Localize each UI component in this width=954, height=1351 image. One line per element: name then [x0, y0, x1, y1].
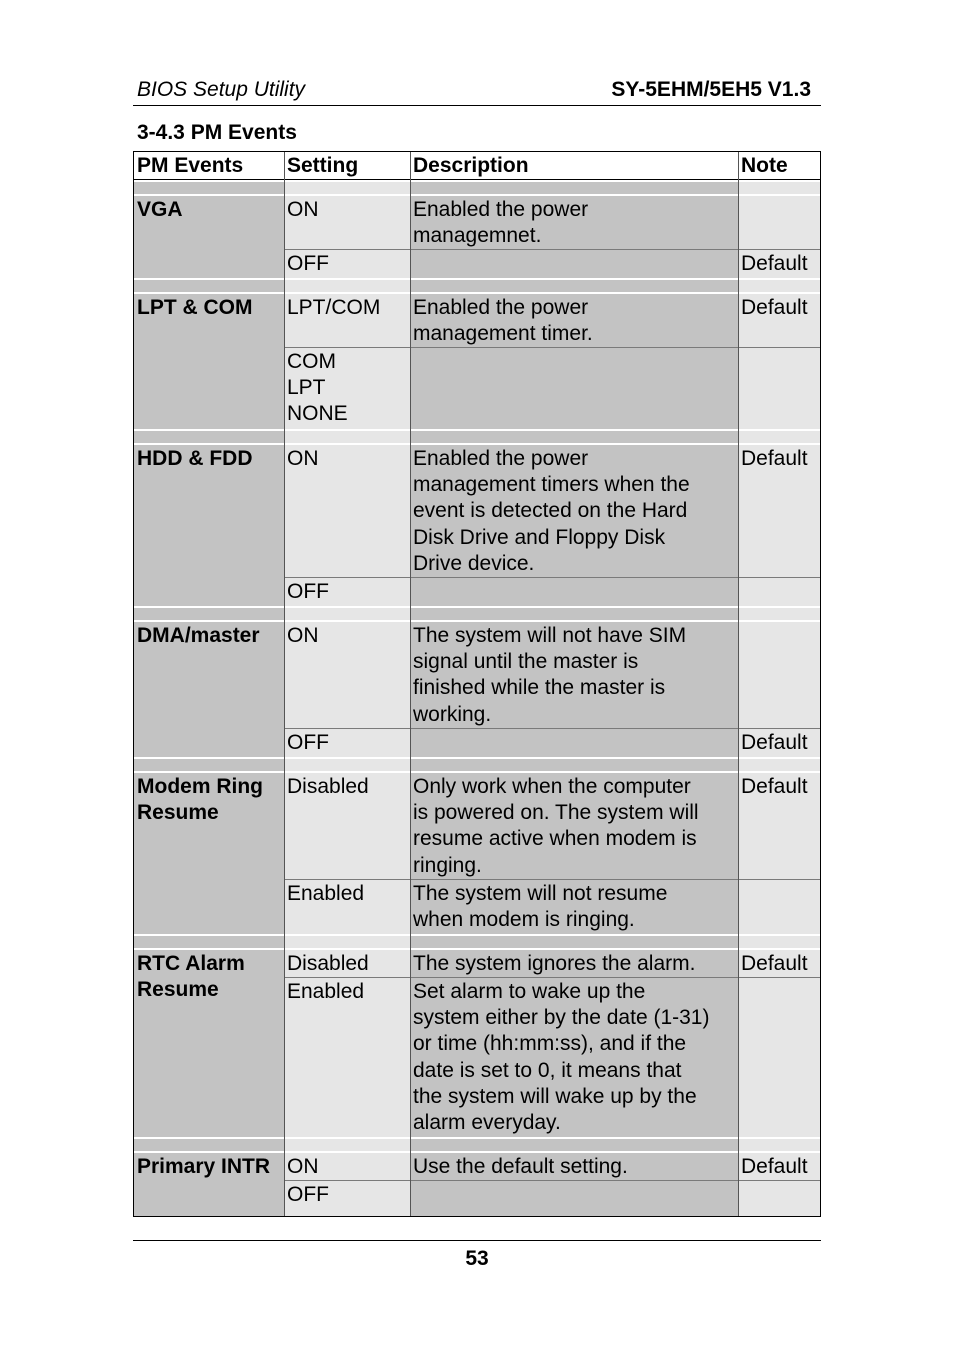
- spacer-cell: [134, 757, 284, 773]
- note-cell: Default: [738, 445, 821, 578]
- description-cell-line: The system will not have SIM: [413, 624, 687, 647]
- description-cell-line: The system will not resume: [413, 882, 668, 905]
- description-cell-line: The system ignores the alarm.: [413, 952, 696, 975]
- setting-cell-line: OFF: [287, 1183, 329, 1206]
- setting-cell-line: ON: [287, 198, 319, 221]
- setting-cell-line: OFF: [287, 580, 329, 603]
- setting-cell: [284, 348, 410, 429]
- spacer-cell: [134, 1137, 284, 1153]
- footer-rule: [133, 1240, 821, 1241]
- spacer-cell: [134, 180, 284, 196]
- description-cell: [410, 880, 738, 934]
- description-cell: [410, 773, 738, 880]
- spacer-cell: [738, 934, 821, 950]
- event-cell: [134, 773, 284, 934]
- description-cell-line: signal until the master is: [413, 650, 639, 674]
- description-cell-line: system either by the date (1-31): [413, 1006, 710, 1030]
- spacer-cell: [284, 606, 410, 622]
- description-cell: [410, 622, 738, 729]
- running-header-title: BIOS Setup Utility: [137, 78, 306, 101]
- setting-cell-line: Enabled: [287, 882, 365, 905]
- setting-cell: [284, 950, 410, 978]
- description-cell-line: date is set to 0, it means that: [413, 1058, 682, 1082]
- column-header: Description: [410, 152, 738, 180]
- spacer-cell: [284, 180, 410, 196]
- description-cell: [410, 1181, 738, 1209]
- setting-cell: [284, 445, 410, 578]
- event-cell: [134, 445, 284, 606]
- spacer-cell: [410, 757, 738, 773]
- setting-cell-line: Disabled: [287, 952, 369, 975]
- note-cell: [738, 1181, 821, 1209]
- note-cell: Default: [738, 729, 821, 757]
- column-header: Note: [738, 152, 821, 180]
- description-cell-line: Use the default setting.: [413, 1155, 628, 1178]
- setting-cell: [284, 1181, 410, 1209]
- description-cell: [410, 445, 738, 578]
- event-cell-line: Resume: [137, 801, 219, 825]
- note-cell: [738, 196, 821, 250]
- spacer-cell: [738, 180, 821, 196]
- filler-cell: [738, 1209, 821, 1216]
- event-cell: [134, 294, 284, 429]
- event-cell-line: HDD & FDD: [137, 447, 253, 470]
- event-cell-line: RTC Alarm: [137, 952, 245, 975]
- event-cell-line: Modem Ring: [137, 775, 263, 798]
- description-cell-line: event is detected on the Hard: [413, 499, 688, 523]
- spacer-cell: [410, 1137, 738, 1153]
- event-cell: [134, 622, 284, 757]
- note-cell: [738, 578, 821, 606]
- filler-cell: [284, 1209, 410, 1216]
- setting-cell: [284, 196, 410, 250]
- setting-cell-line: Disabled: [287, 775, 369, 798]
- spacer-cell: [410, 606, 738, 622]
- spacer-cell: [134, 278, 284, 294]
- description-cell-line: Only work when the computer: [413, 775, 691, 798]
- column-header: Setting: [284, 152, 410, 180]
- setting-cell-line: Enabled: [287, 980, 365, 1003]
- description-cell-line: finished while the master is: [413, 676, 666, 700]
- spacer-cell: [738, 1137, 821, 1153]
- description-cell-line: when modem is ringing.: [413, 908, 635, 932]
- description-cell-line: resume active when modem is: [413, 827, 697, 851]
- event-cell-line: DMA/master: [137, 624, 260, 647]
- setting-cell-line: LPT: [287, 376, 326, 400]
- event-cell-line: VGA: [137, 198, 183, 221]
- setting-cell: [284, 880, 410, 934]
- spacer-cell: [738, 757, 821, 773]
- spacer-cell: [284, 429, 410, 445]
- description-cell-line: Set alarm to wake up the: [413, 980, 646, 1003]
- description-cell: [410, 294, 738, 348]
- column-header: PM Events: [134, 152, 284, 180]
- description-cell: [410, 250, 738, 278]
- column-rule: [738, 152, 739, 1217]
- setting-cell-line: ON: [287, 624, 319, 647]
- description-cell-line: Enabled the power: [413, 447, 589, 470]
- spacer-cell: [738, 429, 821, 445]
- spacer-cell: [410, 429, 738, 445]
- description-cell: [410, 978, 738, 1137]
- event-cell-line: LPT & COM: [137, 296, 253, 319]
- description-cell: [410, 578, 738, 606]
- column-rule: [410, 152, 411, 1217]
- setting-cell: [284, 250, 410, 278]
- note-cell: [738, 978, 821, 1137]
- description-cell-line: alarm everyday.: [413, 1111, 561, 1135]
- setting-cell-line: OFF: [287, 252, 329, 275]
- setting-cell: [284, 1153, 410, 1181]
- description-cell-line: or time (hh:mm:ss), and if the: [413, 1032, 687, 1056]
- filler-cell: [410, 1209, 738, 1216]
- description-cell-line: the system will wake up by the: [413, 1084, 697, 1108]
- spacer-cell: [738, 278, 821, 294]
- description-cell-line: Drive device.: [413, 551, 535, 575]
- filler-cell: [134, 1209, 284, 1216]
- spacer-cell: [410, 278, 738, 294]
- description-cell-line: working.: [413, 702, 492, 726]
- setting-cell: [284, 294, 410, 348]
- description-cell-line: management timers when the: [413, 473, 690, 497]
- spacer-cell: [284, 934, 410, 950]
- description-cell-line: Disk Drive and Floppy Disk: [413, 525, 666, 549]
- note-cell: Default: [738, 250, 821, 278]
- event-cell: [134, 1153, 284, 1209]
- description-cell-line: ringing.: [413, 853, 482, 877]
- description-cell-line: management timer.: [413, 322, 593, 346]
- event-cell: [134, 196, 284, 278]
- description-cell: [410, 950, 738, 978]
- spacer-cell: [410, 180, 738, 196]
- pm-events-table: [133, 151, 821, 1217]
- section-title: 3-4.3 PM Events: [137, 121, 297, 144]
- setting-cell-line: COM: [287, 350, 336, 373]
- setting-cell: [284, 773, 410, 880]
- setting-cell-line: ON: [287, 1155, 319, 1178]
- event-cell-line: Primary INTR: [137, 1155, 271, 1178]
- note-cell: [738, 880, 821, 934]
- spacer-cell: [134, 606, 284, 622]
- note-cell: Default: [738, 950, 821, 978]
- description-cell: [410, 196, 738, 250]
- description-cell-line: Enabled the power: [413, 198, 589, 221]
- setting-cell-line: NONE: [287, 402, 348, 426]
- header-rule: [133, 105, 821, 106]
- setting-cell: [284, 578, 410, 606]
- setting-cell: [284, 622, 410, 729]
- description-cell-line: managemnet.: [413, 224, 542, 248]
- event-cell-line: Resume: [137, 978, 219, 1002]
- description-cell-line: is powered on. The system will: [413, 801, 699, 825]
- description-cell: [410, 348, 738, 429]
- description-cell: [410, 729, 738, 757]
- spacer-cell: [284, 278, 410, 294]
- setting-cell-line: ON: [287, 447, 319, 470]
- spacer-cell: [410, 934, 738, 950]
- page-number: 53: [465, 1247, 489, 1270]
- spacer-cell: [284, 1137, 410, 1153]
- column-rule: [284, 152, 285, 1217]
- spacer-cell: [738, 606, 821, 622]
- setting-cell: [284, 978, 410, 1137]
- spacer-cell: [134, 429, 284, 445]
- setting-cell: [284, 729, 410, 757]
- spacer-cell: [134, 934, 284, 950]
- description-cell: [410, 1153, 738, 1181]
- setting-cell-line: LPT/COM: [287, 296, 381, 319]
- event-cell: [134, 950, 284, 1137]
- note-cell: Default: [738, 1153, 821, 1181]
- note-cell: [738, 622, 821, 729]
- note-cell: Default: [738, 773, 821, 880]
- spacer-cell: [284, 757, 410, 773]
- running-header-model: SY-5EHM/5EH5 V1.3: [611, 78, 811, 101]
- setting-cell-line: OFF: [287, 731, 329, 754]
- description-cell-line: Enabled the power: [413, 296, 589, 319]
- note-cell: [738, 348, 821, 429]
- note-cell: Default: [738, 294, 821, 348]
